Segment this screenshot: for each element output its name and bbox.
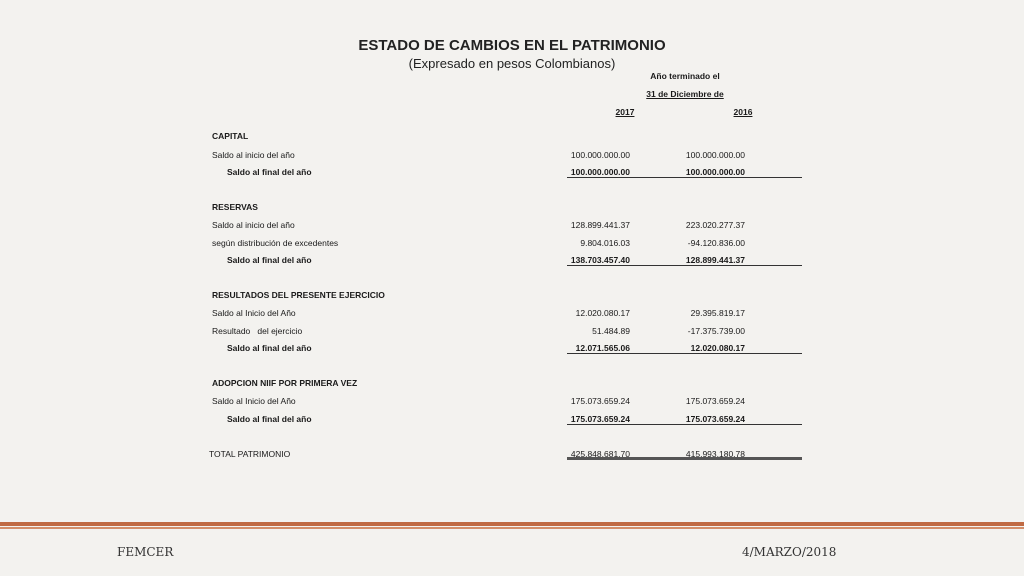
section-title-resultados: RESULTADOS DEL PRESENTE EJERCICIO [212,290,385,300]
footer-accent-band [0,522,1024,526]
row-label: Resultado del ejercicio [212,326,303,336]
footer-date: 4/MARZO/2018 [742,545,837,559]
total-rule [567,457,802,460]
value-2017: 9.804.016.03 [580,238,630,248]
value-2017: 138.703.457.40 [570,255,630,265]
row-label: Saldo al Inicio del Año [212,396,296,406]
value-2016: 223.020.277.37 [685,220,745,230]
total-label: TOTAL PATRIMONIO [209,449,291,459]
row-label-subtotal: Saldo al final del año [227,343,312,353]
section-title-niif: ADOPCION NIIF POR PRIMERA VEZ [212,378,358,388]
row-label-subtotal: Saldo al final del año [227,167,312,177]
row-label-subtotal: Saldo al final del año [227,255,312,265]
value-2016: 100.000.000.00 [685,167,745,177]
value-2017: 175.073.659.24 [570,414,630,424]
subtotal-rule [567,424,802,425]
footer-accent-band-thin [0,527,1024,529]
value-2016: -94.120.836.00 [687,238,745,248]
subtotal-rule [567,177,802,178]
row-label: Saldo al inicio del año [212,150,295,160]
row-label: Saldo al Inicio del Año [212,308,296,318]
page-subtitle: (Expresado en pesos Colombianos) [408,56,616,71]
subtotal-rule [567,353,802,354]
value-2017: 12.071.565.06 [575,343,630,353]
row-label: según distribución de excedentes [212,238,339,248]
header-period: Año terminado el [650,71,720,81]
value-2016: 12.020.080.17 [690,343,745,353]
value-2016: 100.000.000.00 [685,150,745,160]
value-2016: 175.073.659.24 [685,414,745,424]
section-title-reservas: RESERVAS [212,202,258,212]
total-value-2016: 415.993.180.78 [685,449,745,459]
subtotal-rule [567,265,802,266]
value-2017: 100.000.000.00 [570,150,630,160]
page-title: ESTADO DE CAMBIOS EN EL PATRIMONIO [358,37,666,54]
value-2016: 128.899.441.37 [685,255,745,265]
row-label-subtotal: Saldo al final del año [227,414,312,424]
row-label: Saldo al inicio del año [212,220,295,230]
total-value-2017: 425.848.681.70 [570,449,630,459]
value-2017: 51.484.89 [592,326,630,336]
value-2017: 128.899.441.37 [570,220,630,230]
value-2017: 175.073.659.24 [570,396,630,406]
header-date: 31 de Diciembre de [646,89,724,99]
value-2017: 12.020.080.17 [575,308,630,318]
header-year-2017: 2017 [615,107,635,117]
value-2017: 100.000.000.00 [570,167,630,177]
value-2016: -17.375.739.00 [687,326,745,336]
value-2016: 175.073.659.24 [685,396,745,406]
section-title-capital: CAPITAL [212,131,249,141]
header-year-2016: 2016 [733,107,753,117]
value-2016: 29.395.819.17 [690,308,745,318]
footer-organization: FEMCER [117,545,174,559]
